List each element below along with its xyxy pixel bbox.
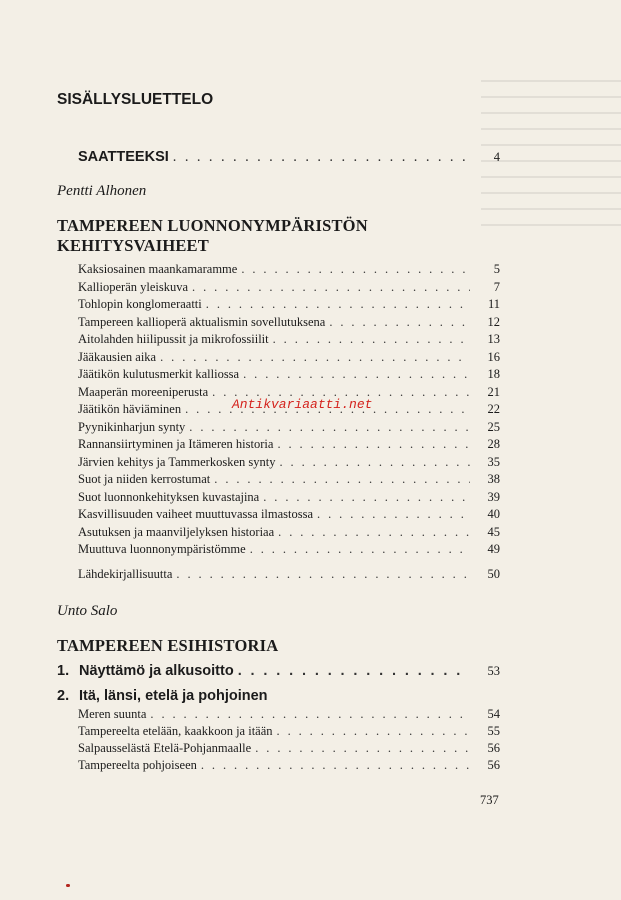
- entry-label: Pyynikinharjun synty: [78, 419, 186, 434]
- entry-page: 45: [487, 524, 500, 539]
- entry-label: Aitolahden hiilipussit ja mikrofossiilit: [78, 332, 269, 346]
- entry-label: Lähdekirjallisuutta: [78, 567, 173, 581]
- entry-label: Tampereelta etelään, kaakkoon ja itään: [78, 724, 273, 738]
- chapter-number: 2.: [57, 688, 70, 704]
- toc-entry: [78, 472, 500, 487]
- chapter-page: 53: [487, 664, 500, 678]
- toc-entry: [78, 455, 500, 470]
- toc-entry: [78, 724, 500, 739]
- leader-dots: [255, 741, 470, 756]
- leader-dots: [206, 297, 470, 312]
- toc-entry: [78, 420, 500, 435]
- leader-dots: [241, 262, 470, 277]
- toc-entry: [78, 367, 500, 382]
- leader-dots: [243, 367, 470, 382]
- leader-dots: [192, 280, 470, 295]
- entry-label: Asutuksen ja maanviljelyksen historiaa: [78, 524, 275, 539]
- entry-label: Rannansiirtyminen ja Itämeren historia: [78, 437, 274, 451]
- entry-page: 50: [487, 567, 500, 581]
- section2-author: Unto Salo: [57, 603, 118, 619]
- entry-label: Jäätikön kulutusmerkit kalliossa: [78, 367, 240, 381]
- section2-title: TAMPEREEN ESIHISTORIA: [57, 636, 279, 655]
- toc-entry: [78, 350, 500, 365]
- watermark-text: Antikvariaatti.net: [232, 397, 373, 412]
- preface-entry: [78, 149, 500, 166]
- entry-page: 25: [487, 419, 500, 434]
- entry-page: 13: [487, 332, 500, 346]
- entry-page: 12: [487, 314, 500, 329]
- toc-entry: [78, 437, 500, 452]
- page-number: 737: [480, 793, 499, 807]
- entry-page: 55: [487, 724, 500, 738]
- chapter-1-entry: [57, 663, 500, 679]
- entry-page: 49: [487, 542, 500, 556]
- entry-page: 11: [487, 297, 500, 311]
- entry-page: 28: [487, 437, 500, 451]
- leader-dots: [263, 490, 470, 505]
- leader-dots: [317, 507, 470, 522]
- leader-dots: [278, 525, 470, 540]
- leader-dots: [250, 542, 470, 557]
- leader-dots: [279, 455, 470, 470]
- leader-dots: [189, 420, 470, 435]
- preface-page: 4: [493, 150, 500, 164]
- toc-entry: [78, 507, 500, 522]
- entry-label: Salpausselästä Etelä-Pohjanmaalle: [78, 741, 252, 755]
- toc-entry: [78, 297, 500, 312]
- leader-dots: [238, 663, 470, 679]
- leader-dots: [273, 332, 470, 347]
- entry-label: Maaperän moreeniperusta: [78, 384, 209, 399]
- entry-page: 39: [487, 489, 500, 504]
- entry-page: 56: [487, 758, 500, 772]
- entry-page: 35: [487, 454, 500, 469]
- leader-dots: [176, 567, 470, 582]
- leader-dots: [214, 472, 470, 487]
- entry-page: 16: [487, 349, 500, 364]
- entry-label: Tampereen kallioperä aktualismin sovellutuksena: [78, 314, 326, 329]
- entry-label: Meren suunta: [78, 707, 147, 721]
- toc-entry: [78, 707, 500, 722]
- entry-page: 38: [487, 472, 500, 486]
- entry-label: Järvien kehitys ja Tammerkosken synty: [78, 454, 276, 469]
- entry-label: Jääkausien aika: [78, 349, 157, 364]
- section1-title-line1: TAMPEREEN LUONNONYMPÄRISTÖN: [57, 216, 368, 235]
- entry-label: Suot ja niiden kerrostumat: [78, 472, 211, 486]
- section1-author: Pentti Alhonen: [57, 183, 147, 199]
- toc-entry: [78, 280, 500, 295]
- bibliography-entry: [78, 567, 500, 582]
- leader-dots: [277, 437, 470, 452]
- toc-entry: [78, 490, 500, 505]
- entry-page: 18: [487, 367, 500, 381]
- entry-page: 22: [487, 402, 500, 416]
- ink-speck: [66, 884, 70, 887]
- toc-entry: [78, 315, 500, 330]
- entry-label: Muuttuva luonnonympäristömme: [78, 542, 246, 556]
- leader-dots: [160, 350, 470, 365]
- chapter-number: 1.: [57, 663, 70, 679]
- toc-entry: [78, 332, 500, 347]
- entry-label: Kaksiosainen maankamaramme: [78, 262, 238, 276]
- leader-dots: [150, 707, 470, 722]
- entry-page: 54: [487, 707, 500, 721]
- chapter-label: Näyttämö ja alkusoitto: [79, 663, 234, 679]
- toc-entry: [78, 741, 500, 756]
- toc-entry: [78, 525, 500, 540]
- leader-dots: [277, 724, 470, 739]
- chapter-label: Itä, länsi, etelä ja pohjoinen: [79, 688, 268, 704]
- toc-title: SISÄLLYSLUETTELO: [57, 91, 214, 108]
- leader-dots: [173, 149, 470, 166]
- bleed-through-shadow: [481, 80, 621, 780]
- leader-dots: [201, 758, 470, 773]
- entry-label: Jäätikön häviäminen: [78, 402, 182, 416]
- entry-label: Kallioperän yleiskuva: [78, 279, 189, 294]
- entry-page: 7: [493, 279, 500, 294]
- entry-page: 21: [487, 384, 500, 399]
- preface-label: SAATTEEKSI: [78, 149, 169, 165]
- toc-entry: [78, 542, 500, 557]
- entry-label: Kasvillisuuden vaiheet muuttuvassa ilmastossa: [78, 507, 314, 521]
- entry-label: Tampereelta pohjoiseen: [78, 758, 197, 772]
- chapter-2-heading: [57, 688, 500, 704]
- toc-entry: [78, 262, 500, 277]
- toc-entry: [78, 758, 500, 773]
- leader-dots: [329, 315, 470, 330]
- entry-label: Suot luonnonkehityksen kuvastajina: [78, 489, 260, 504]
- entry-page: 56: [487, 741, 500, 755]
- entry-label: Tohlopin konglomeraatti: [78, 297, 202, 311]
- entry-page: 5: [493, 262, 500, 276]
- section1-title-line2: KEHITYSVAIHEET: [57, 236, 209, 255]
- entry-page: 40: [487, 507, 500, 521]
